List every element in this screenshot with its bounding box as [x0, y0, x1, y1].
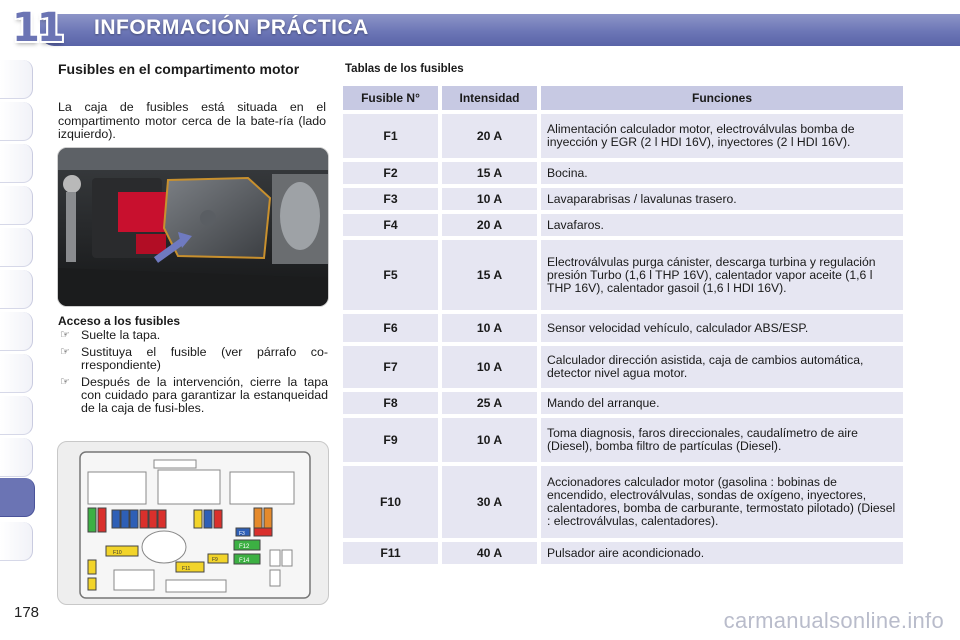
chapter-tab[interactable] [0, 396, 33, 435]
chapter-tab[interactable] [0, 60, 33, 99]
access-title: Acceso a los fusibles [58, 314, 181, 328]
steps-list [58, 329, 328, 419]
list-item: ☞ Después de la intervención, cierre la tapa con cuidado para garantizar la estanqueidad de la caja de fusi-bles. [60, 375, 328, 415]
section-title: Fusibles en el compartimento motor [58, 61, 300, 77]
list-item: ☞ Suelte la tapa. [60, 328, 161, 342]
fuse-number: F1 [343, 114, 438, 158]
fuse-box-diagram [57, 441, 329, 605]
chapter-tab[interactable] [0, 102, 33, 141]
list-item: ☞ Sustituya el fusible (ver párrafo co-rrespondiente) [60, 345, 328, 372]
hand-pointer-icon: ☞ [60, 346, 70, 358]
fuse-number: F6 [343, 314, 438, 342]
fuse-amperage: 15 A [442, 162, 537, 184]
diagram-label: F11 [182, 566, 191, 572]
fuse-amperage: 40 A [442, 542, 537, 564]
table-row [343, 162, 903, 184]
table-row [343, 466, 903, 538]
fuse-number: F3 [343, 188, 438, 210]
fuse-amperage: 10 A [442, 314, 537, 342]
chapter-tab-active[interactable] [0, 478, 35, 517]
fuse-function: Accionadores calculador motor (gasolina : bobinas de encendido, electroválvulas, sondas de oxígeno, inyectores, calentadores, bomba de carburante, termostato pilotado) (Diesel : electroválvulas, calentadores). [541, 466, 903, 538]
fuse-number: F4 [343, 214, 438, 236]
fuse-number: F8 [343, 392, 438, 414]
fuse-amperage: 10 A [442, 188, 537, 210]
table-row [343, 346, 903, 388]
hand-pointer-icon: ☞ [60, 329, 70, 341]
table-row [343, 240, 903, 310]
column-header-fuse: Fusible N° [343, 86, 438, 110]
chapter-tab[interactable] [0, 522, 33, 561]
hand-pointer-icon: ☞ [60, 376, 70, 388]
chapter-tab[interactable] [0, 354, 33, 393]
watermark: carmanualsonline.info [723, 608, 944, 633]
page-number: 178 [14, 604, 40, 621]
chapter-tab[interactable] [0, 270, 33, 309]
table-row [343, 542, 903, 564]
fuse-function: Mando del arranque. [541, 392, 903, 414]
table-row [343, 418, 903, 462]
chapter-tab[interactable] [0, 228, 33, 267]
chapter-number: 11 [12, 5, 62, 51]
fuse-amperage: 20 A [442, 214, 537, 236]
fuse-function: Electroválvulas purga cánister, descarga turbina y regulación presión Turbo (1,6 l THP 16V), calentador vapor aceite (1,6 l THP 16V), calentador gasoil (1,6 l HDI 16V). [541, 240, 903, 310]
diagram-label: F3 [239, 531, 245, 537]
fuse-number: F7 [343, 346, 438, 388]
table-row [343, 188, 903, 210]
diagram-label: F9 [212, 557, 218, 563]
chapter-tabs [0, 60, 40, 580]
column-header-amperage: Intensidad [442, 86, 537, 110]
chapter-title: INFORMACIÓN PRÁCTICA [94, 16, 369, 39]
chapter-tab[interactable] [0, 144, 33, 183]
table-header-row [343, 86, 903, 110]
chapter-tab[interactable] [0, 438, 33, 477]
fuse-amperage: 15 A [442, 240, 537, 310]
column-header-functions: Funciones [541, 86, 903, 110]
fuse-amperage: 20 A [442, 114, 537, 158]
fuse-number: F5 [343, 240, 438, 310]
intro-text: La caja de fusibles está situada en el compartimento motor cerca de la bate-ría (lado izquierdo). [58, 100, 326, 141]
fuse-amperage: 10 A [442, 346, 537, 388]
fuse-function: Pulsador aire acondicionado. [541, 542, 903, 564]
fuse-amperage: 25 A [442, 392, 537, 414]
fuse-function: Toma diagnosis, faros direccionales, caudalímetro de aire (Diesel), bomba filtro de partículas (Diesel). [541, 418, 903, 462]
fuse-function: Bocina. [541, 162, 903, 184]
fuse-number: F9 [343, 418, 438, 462]
table-row [343, 114, 903, 158]
fuse-function: Alimentación calculador motor, electroválvulas bomba de inyección y EGR (2 l HDI 16V), inyectores (2 l HDI 16V). [541, 114, 903, 158]
diagram-label: F10 [113, 550, 122, 556]
fuse-function: Sensor velocidad vehículo, calculador ABS/ESP. [541, 314, 903, 342]
fuse-number: F10 [343, 466, 438, 538]
fuse-function: Calculador dirección asistida, caja de cambios automática, detector nivel agua motor. [541, 346, 903, 388]
fuse-number: F2 [343, 162, 438, 184]
engine-bay-photo [57, 147, 329, 307]
fuse-table [343, 86, 903, 568]
fuse-function: Lavaparabrisas / lavalunas trasero. [541, 188, 903, 210]
table-row [343, 314, 903, 342]
chapter-tab[interactable] [0, 186, 33, 225]
table-row [343, 214, 903, 236]
fuse-amperage: 10 A [442, 418, 537, 462]
diagram-label: F14 [239, 558, 250, 564]
fuse-number: F11 [343, 542, 438, 564]
fuse-function: Lavafaros. [541, 214, 903, 236]
fuse-amperage: 30 A [442, 466, 537, 538]
table-row [343, 392, 903, 414]
table-title: Tablas de los fusibles [345, 63, 464, 75]
diagram-label: F12 [239, 544, 250, 550]
chapter-tab[interactable] [0, 312, 33, 351]
